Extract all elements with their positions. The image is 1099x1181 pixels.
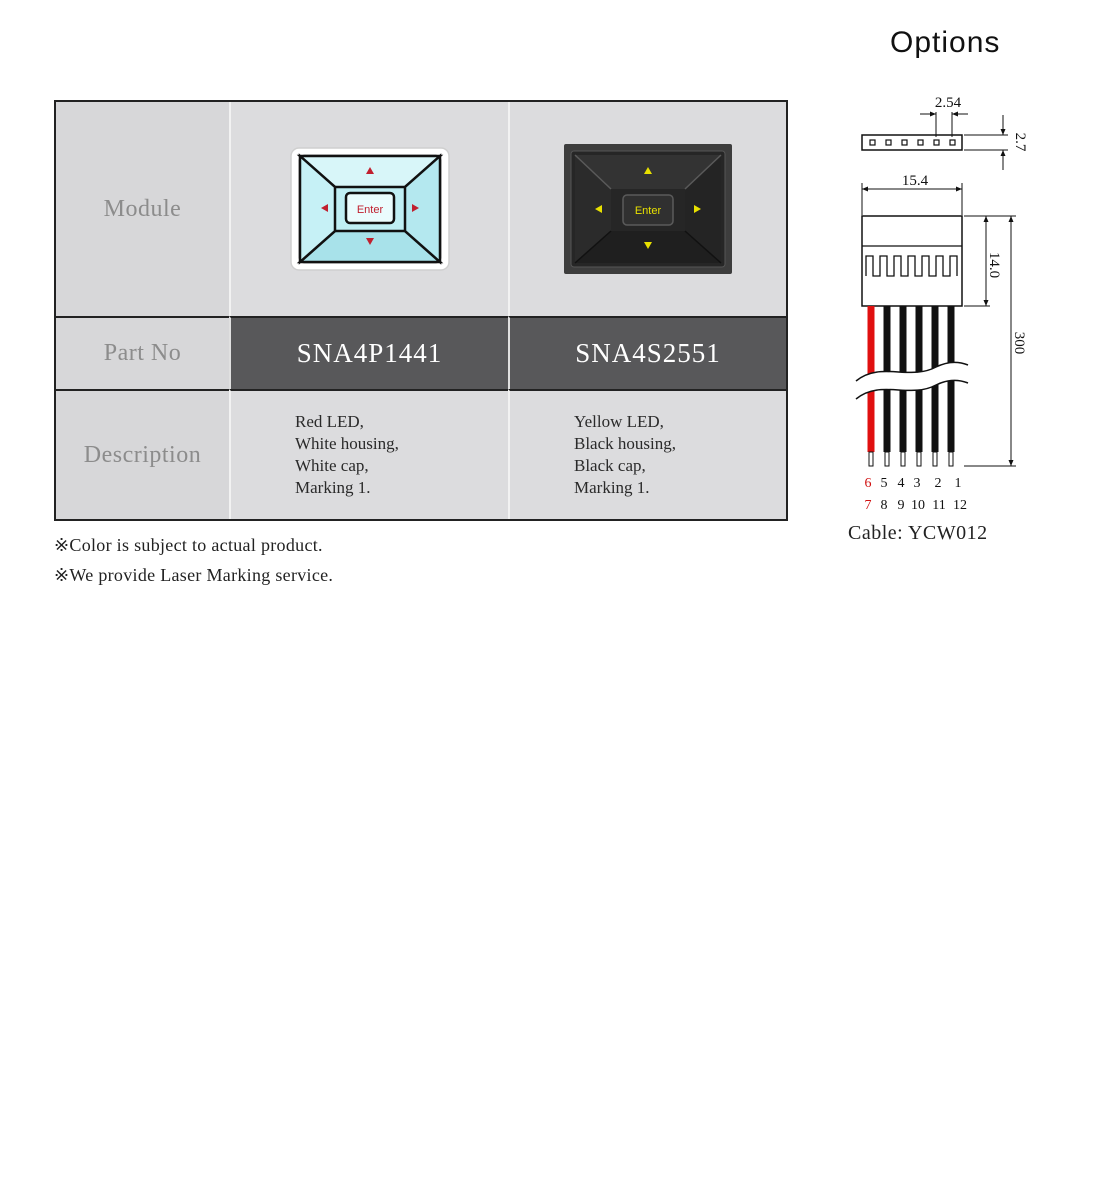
pin-label-12: 12 <box>953 498 967 513</box>
pin-label-8: 8 <box>880 498 888 513</box>
pin-label-1: 1 <box>954 476 962 491</box>
enter-key-label-white: Enter <box>356 204 383 216</box>
description-cell-1 <box>229 389 508 519</box>
part-no-2: SNA4S2551 <box>508 316 786 389</box>
description-cell-2 <box>508 389 786 519</box>
pin-label-9: 9 <box>897 498 905 513</box>
options-title: Options <box>890 26 1001 59</box>
cable-label: Cable: YCW012 <box>848 522 988 544</box>
pin-label-3: 3 <box>913 476 921 491</box>
connector-top-view <box>862 135 962 150</box>
pin-label-4: 4 <box>897 476 905 491</box>
part-no-header: Part No <box>56 316 229 389</box>
pin-label-10: 10 <box>911 498 925 513</box>
description-header: Description <box>56 389 229 519</box>
connector-body <box>862 216 962 306</box>
module-image-white <box>229 102 508 316</box>
connector-length-dimension: 14.0 <box>986 251 1002 279</box>
keypad-white-image <box>290 147 450 271</box>
note-color: ※Color is subject to actual product. <box>54 535 323 555</box>
pin-label-6: 6 <box>864 476 872 491</box>
enter-key-label-black: Enter <box>634 205 662 217</box>
description-text-2: Yellow LED, Black housing, Black cap, Marking 1. <box>574 412 676 497</box>
module-header: Module <box>56 102 229 316</box>
height-dimension: 2.7 <box>1012 132 1028 152</box>
spec-table <box>54 100 788 521</box>
pitch-dimension: 2.54 <box>934 95 962 111</box>
pin-label-7: 7 <box>864 498 872 513</box>
connector-diagram <box>840 85 1040 517</box>
keypad-black-image <box>563 143 733 275</box>
pin-label-11: 11 <box>932 498 946 513</box>
note-laser: ※We provide Laser Marking service. <box>54 565 334 585</box>
module-image-black <box>508 102 786 316</box>
description-text-1: Red LED, White housing, White cap, Marking 1. <box>295 412 399 497</box>
pin-label-2: 2 <box>934 476 942 491</box>
pin-label-5: 5 <box>880 476 888 491</box>
part-no-1: SNA4P1441 <box>229 316 508 389</box>
cable-length-dimension: 300 <box>1011 331 1027 355</box>
width-dimension: 15.4 <box>901 173 929 189</box>
